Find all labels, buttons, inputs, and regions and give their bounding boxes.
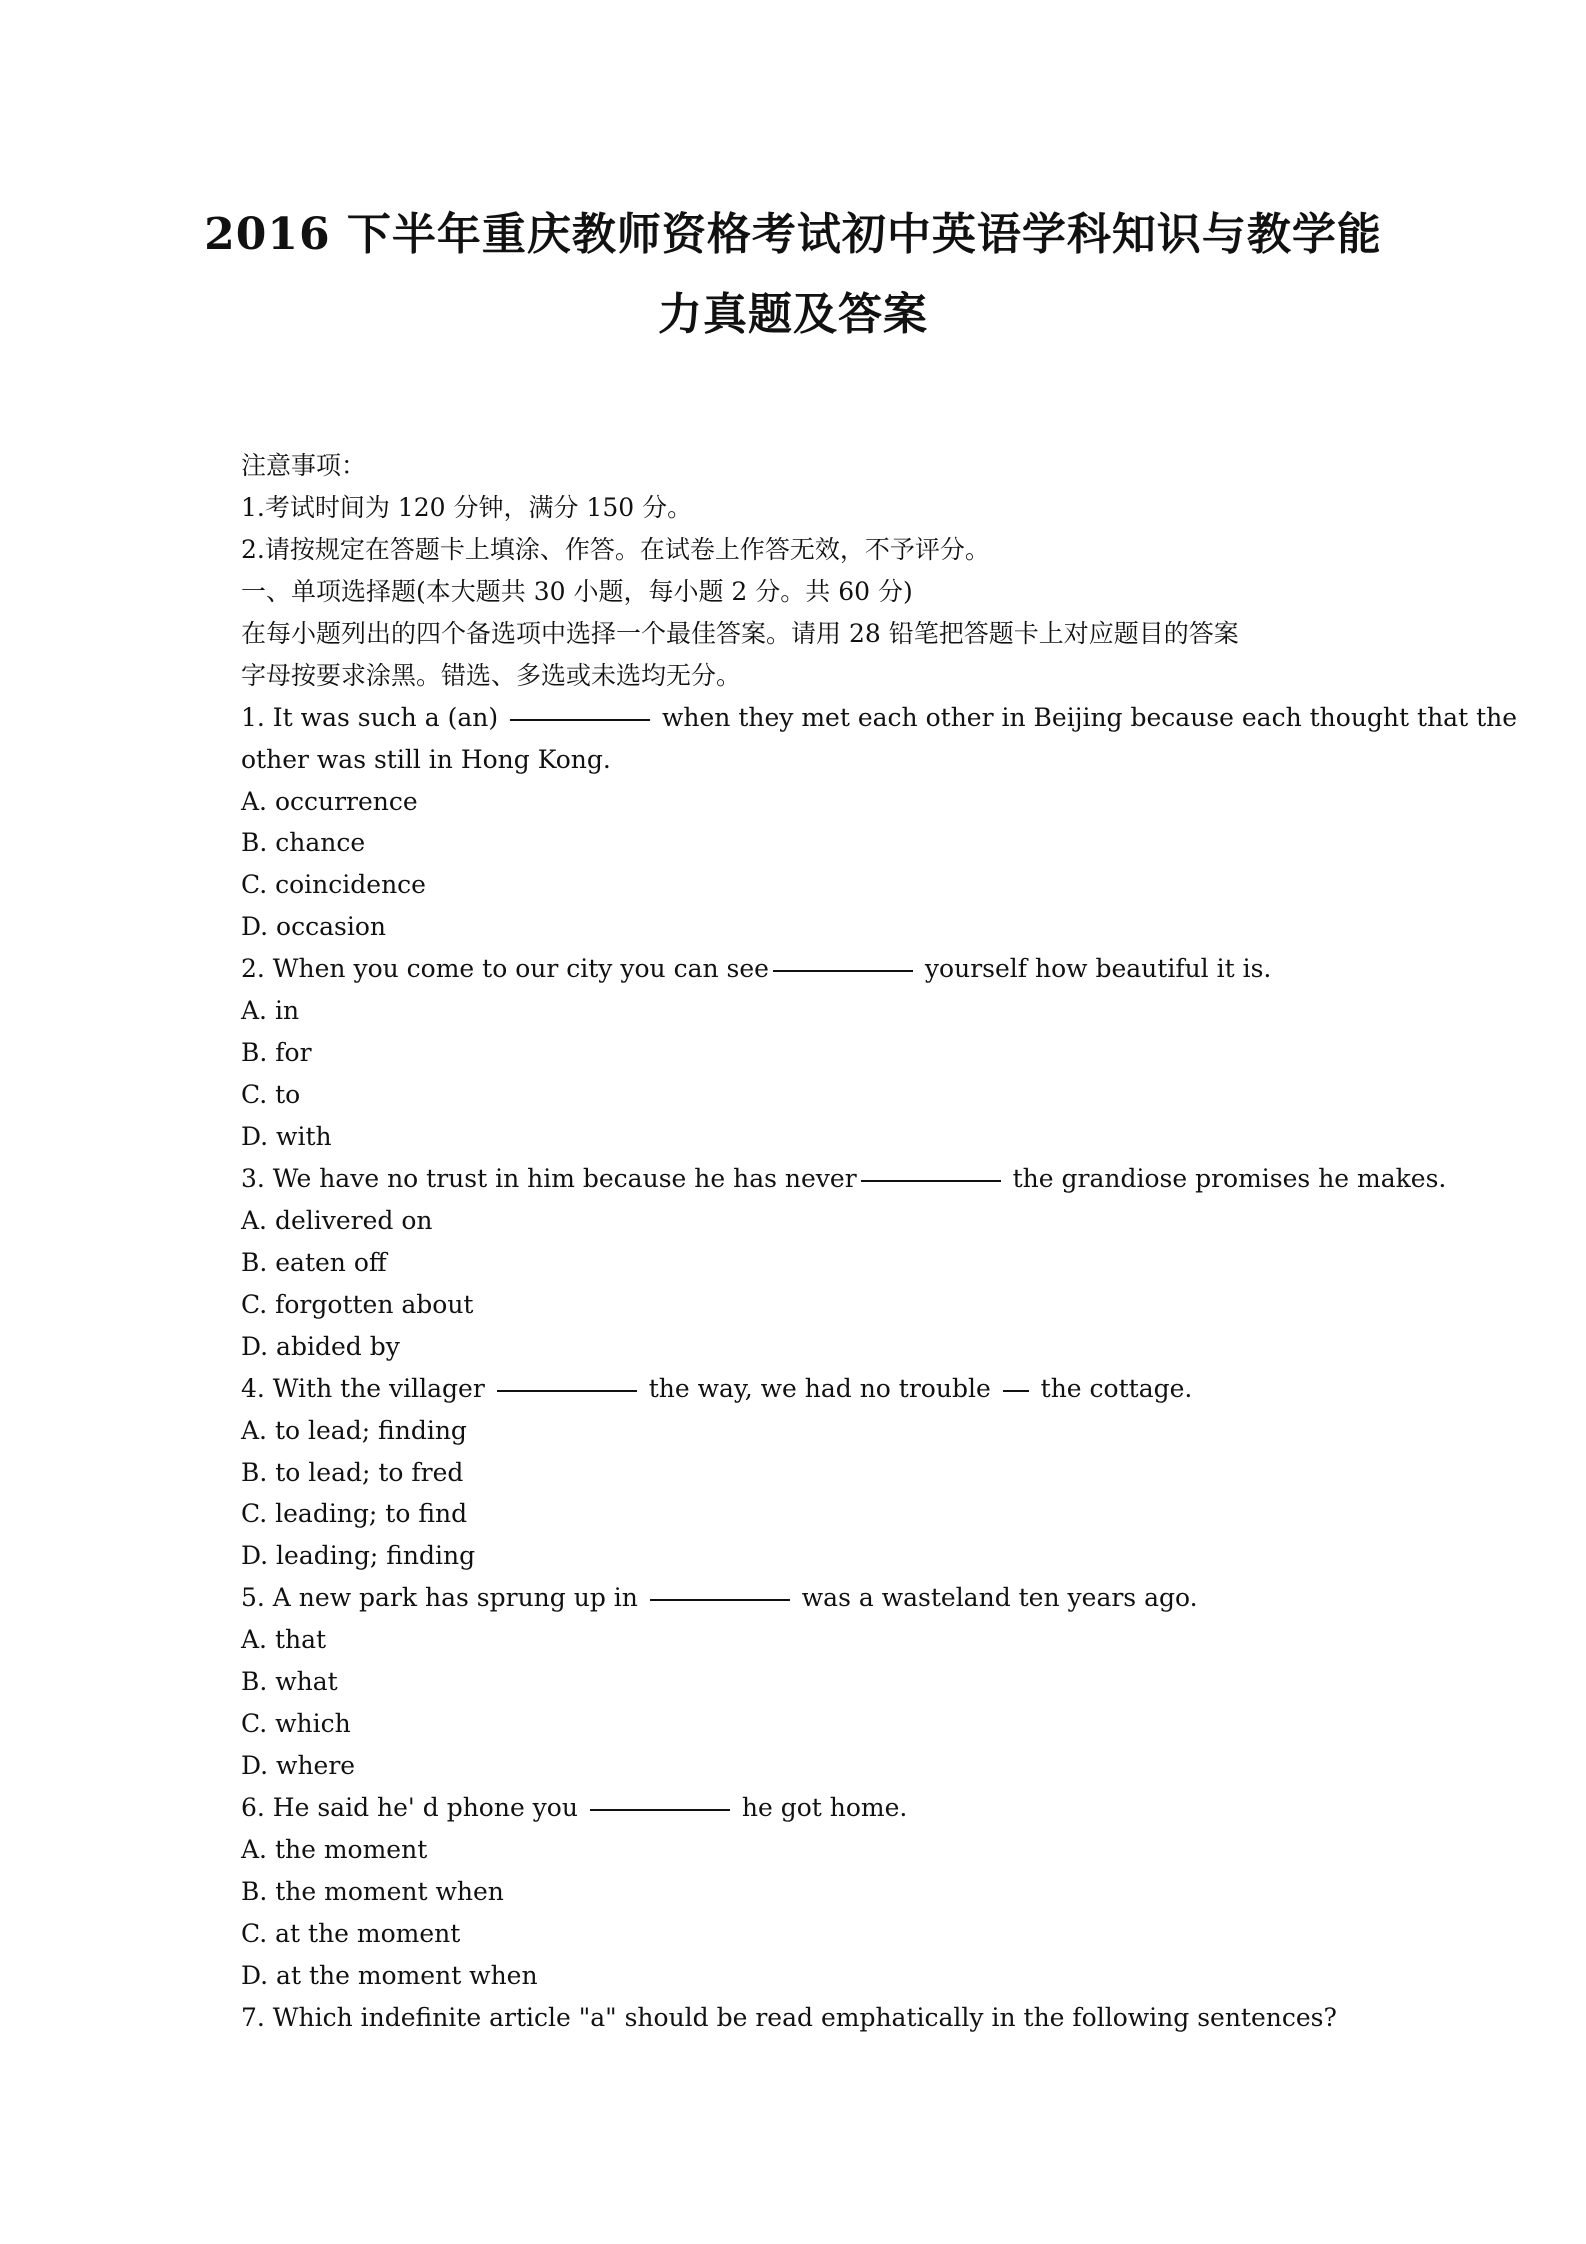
question-6-text-pre: 6. He said he' d phone you [241,1793,578,1822]
question-3-text-post: the grandiose promises he makes. [1012,1163,1447,1193]
question-2-text-post: yourself how beautiful it is. [924,954,1272,984]
question-2-stem [241,948,1361,990]
question-1-option-c: C. coincidence [241,870,426,900]
page-title-line-1: 2016 下半年重庆教师资格考试初中英语学科知识与教学能 [204,209,1382,260]
question-1-continuation: other was still in Hong Kong. [241,744,611,774]
question-4-option-b: B. to lead; to fred [241,1457,464,1487]
answer-blank [861,1180,1001,1182]
section-heading: 一、单项选择题(本大题共 30 小题，每小题 2 分。共 60 分) [241,576,913,606]
question-6-option-a: A. the moment [241,1834,428,1864]
question-1-option-b: B. chance [241,828,366,858]
question-1-stem [241,697,1518,739]
instruction-line-2: 字母按要求涂黑。错选、多选或未选均无分。 [241,660,742,690]
question-7-stem: 7. Which indefinite article "a" should be read emphatically in the following sentences? [241,2002,1337,2032]
question-3-option-c: C. forgotten about [241,1289,474,1319]
question-2-text-pre: 2. When you come to our city you can see [241,954,769,984]
question-2-option-b: B. for [241,1038,312,1068]
question-6-option-d: D. at the moment when [241,1960,538,1990]
answer-blank [510,719,650,721]
question-1-option-a: A. occurrence [241,786,418,816]
question-5-text-pre: 5. A new park has sprung up in [241,1583,638,1613]
question-6-option-c: C. at the moment [241,1918,461,1948]
question-4-option-c: C. leading; to find [241,1499,468,1529]
question-5-option-d: D. where [241,1751,356,1781]
question-4-text-pre: 4. With the villager [241,1373,485,1403]
question-3-text-pre: 3. We have no trust in him because he has never [241,1163,857,1193]
question-5-option-a: A. that [241,1625,327,1655]
notes-heading: 注意事项： [241,451,367,480]
notes-item-1: 1.考试时间为 120 分钟，满分 150 分。 [241,492,693,522]
question-4-text-post: the cottage. [1040,1373,1193,1403]
instruction-line-1: 在每小题列出的四个备选项中选择一个最佳答案。请用 28 铅笔把答题卡上对应题目的答案 [241,618,1239,648]
question-6-stem [241,1787,1361,1829]
question-3-option-b: B. eaten off [241,1247,387,1277]
question-4-text-mid: the way, we had no trouble [648,1373,991,1403]
question-5-stem [241,1577,1361,1619]
question-5-option-b: B. what [241,1667,338,1697]
question-1-text-pre: 1. It was such a (an) [241,702,499,732]
question-3-option-d: D. abided by [241,1331,400,1361]
page-title-line-2: 力真题及答案 [658,289,928,340]
question-6-option-b: B. the moment when [241,1876,504,1906]
answer-blank [497,1390,637,1392]
answer-blank [1003,1390,1029,1392]
question-4-option-d: D. leading; finding [241,1541,476,1571]
answer-blank [773,970,913,972]
question-4-stem [241,1368,1361,1410]
question-4-option-a: A. to lead; finding [241,1415,467,1445]
question-2-option-d: D. with [241,1122,332,1151]
question-5-option-c: C. which [241,1709,351,1739]
notes-item-2: 2.请按规定在答题卡上填涂、作答。在试卷上作答无效，不予评分。 [241,534,990,564]
document-body [241,445,1518,2039]
question-6-text-post: he got home. [741,1793,908,1822]
question-2-option-a: A. in [241,996,300,1026]
question-1-text-post: when they met each other in Beijing because each thought that the [662,702,1518,732]
question-3-option-a: A. delivered on [241,1205,433,1235]
question-3-stem [241,1158,1447,1200]
answer-blank [590,1809,730,1811]
question-1-option-d: D. occasion [241,912,386,942]
question-5-text-post: was a wasteland ten years ago. [801,1583,1198,1613]
question-2-option-c: C. to [241,1080,301,1110]
answer-blank [650,1599,790,1601]
